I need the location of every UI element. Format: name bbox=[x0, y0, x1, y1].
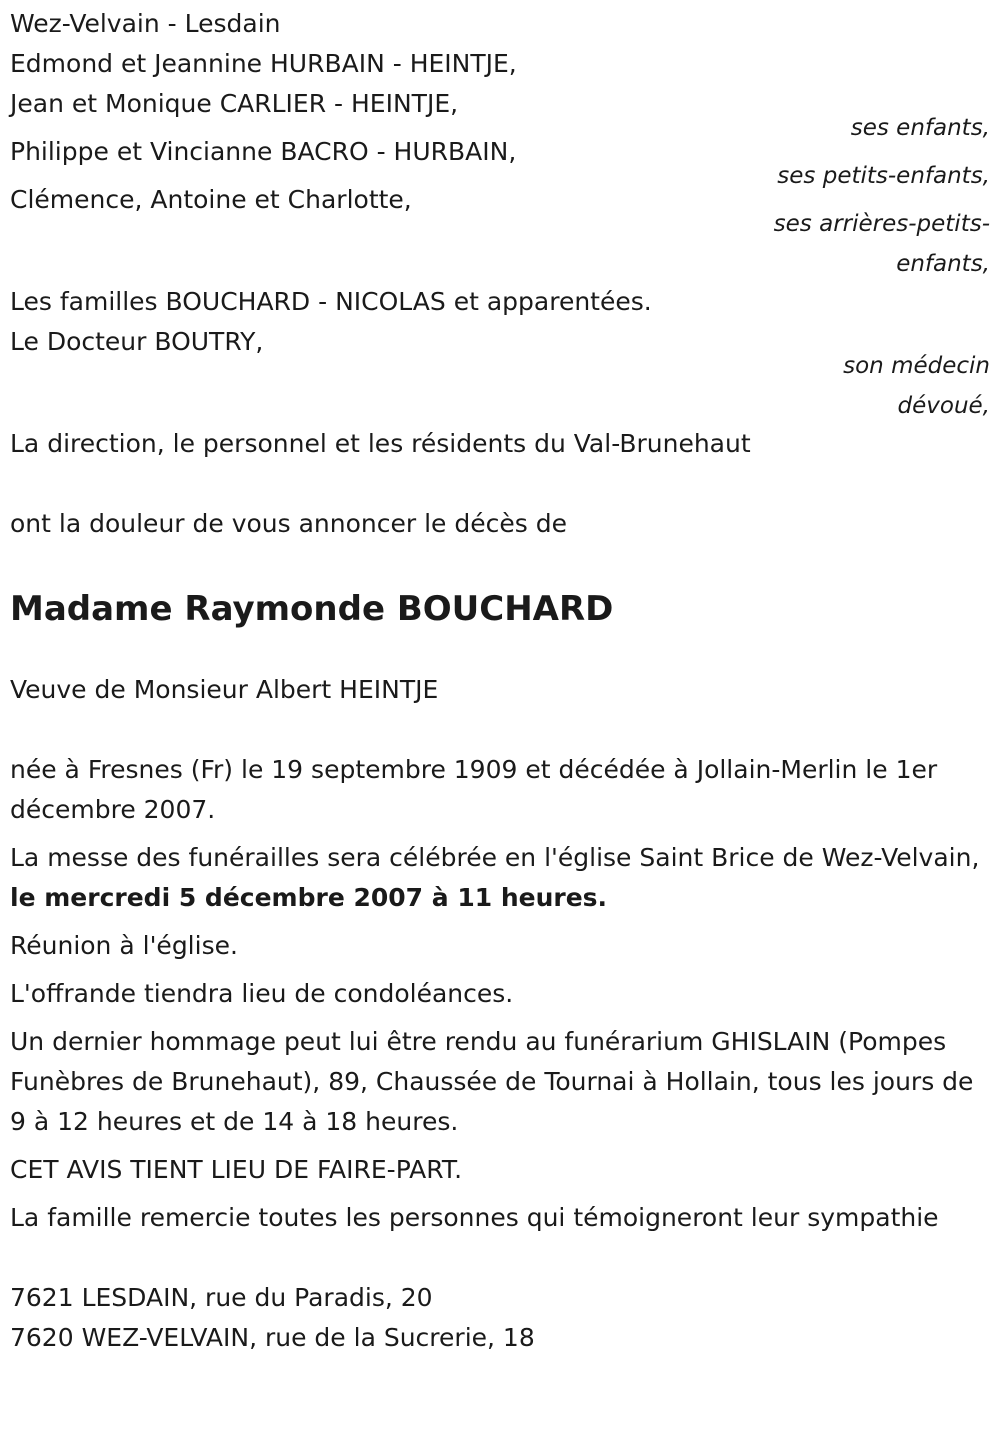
great-grandchildren-role-2: enfants, bbox=[896, 251, 990, 277]
mass-date: le mercredi 5 décembre 2007 à 11 heures. bbox=[10, 883, 608, 912]
header-places: Wez-Velvain - Lesdain bbox=[10, 9, 281, 38]
widow-line: Veuve de Monsieur Albert HEINTJE bbox=[10, 675, 439, 704]
doctor-role-1: son médecin bbox=[843, 353, 990, 379]
deceased-name: Madame Raymonde BOUCHARD bbox=[10, 589, 614, 629]
announcement-intro: ont la douleur de vous annoncer le décès de bbox=[10, 509, 567, 538]
great-grandchildren-line: Clémence, Antoine et Charlotte, bbox=[10, 185, 412, 214]
tribute-paragraph: Un dernier hommage peut lui être rendu au funérarium GHISLAIN (Pompes Funèbres de Brunehaut), 89, Chaussée de Tournai à Hollain, tous les jours de 9 à 12 heures et de 14 à 18 heures. bbox=[10, 1027, 974, 1136]
birth-death-paragraph: née à Fresnes (Fr) le 19 septembre 1909 et décédée à Jollain-Merlin le 1er décembre 2007. bbox=[10, 755, 938, 824]
thanks-paragraph: La famille remercie toutes les personnes qui témoigneront leur sympathie bbox=[10, 1203, 939, 1232]
address-1: 7621 LESDAIN, rue du Paradis, 20 bbox=[10, 1283, 433, 1312]
notice-paragraph: CET AVIS TIENT LIEU DE FAIRE-PART. bbox=[10, 1155, 463, 1184]
residence-line: La direction, le personnel et les résidents du Val-Brunehaut bbox=[10, 429, 751, 458]
offering-paragraph: L'offrande tiendra lieu de condoléances. bbox=[10, 979, 514, 1008]
doctor-role-2: dévoué, bbox=[897, 393, 990, 419]
families-line: Les familles BOUCHARD - NICOLAS et apparentées. bbox=[10, 287, 652, 316]
grandchildren-role: ses petits-enfants, bbox=[777, 163, 990, 189]
children-line-2: Jean et Monique CARLIER - HEINTJE, bbox=[10, 89, 459, 118]
great-grandchildren-role-1: ses arrières-petits- bbox=[773, 211, 990, 237]
obituary-notice bbox=[10, 4, 990, 1358]
grandchildren-line: Philippe et Vincianne BACRO - HURBAIN, bbox=[10, 137, 517, 166]
children-line-1: Edmond et Jeannine HURBAIN - HEINTJE, bbox=[10, 49, 517, 78]
doctor-line: Le Docteur BOUTRY, bbox=[10, 327, 264, 356]
meeting-paragraph: Réunion à l'église. bbox=[10, 931, 238, 960]
address-2: 7620 WEZ-VELVAIN, rue de la Sucrerie, 18 bbox=[10, 1323, 535, 1352]
mass-paragraph bbox=[10, 838, 990, 918]
mass-prefix: La messe des funérailles sera célébrée en l'église Saint Brice de Wez-Velvain, bbox=[10, 843, 980, 872]
children-role: ses enfants, bbox=[850, 115, 990, 141]
